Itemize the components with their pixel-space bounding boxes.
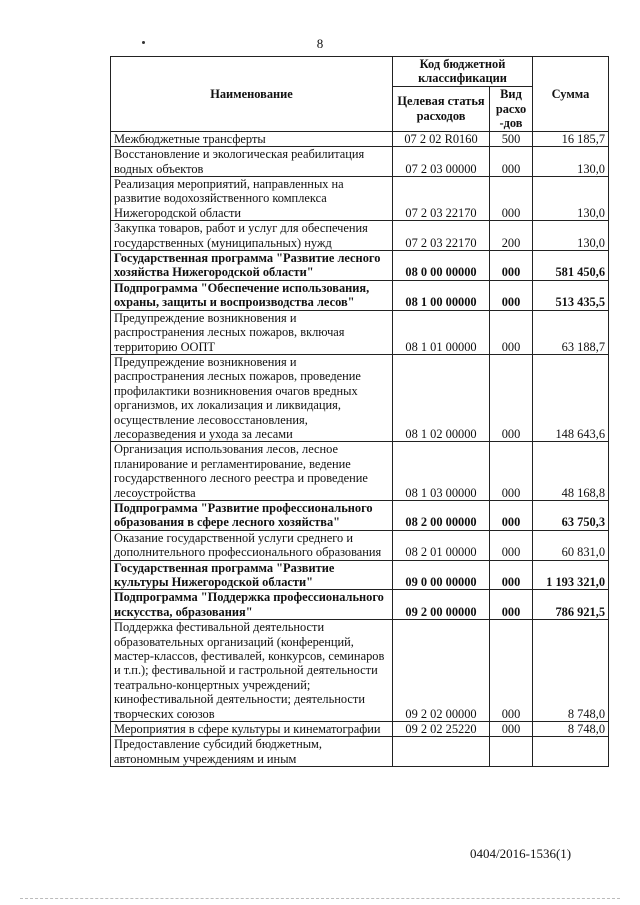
row-sum-cell: 130,0 — [533, 221, 609, 251]
row-type-cell: 000 — [490, 177, 533, 221]
row-type-cell: 000 — [490, 590, 533, 620]
row-code-cell: 08 1 03 00000 — [393, 442, 490, 501]
header-type: Вид расхо -дов — [490, 86, 533, 131]
table-row — [111, 722, 609, 737]
row-name-cell: Поддержка фестивальной деятельности образовательных организаций (конференций, мастер-классов, фестивалей, конкурсов, семинаров и т.п.); фестивальной и гастрольной деятельности театрально-концертных учреждений; кинофестивальной деятельности; деятельности творческих союзов — [111, 620, 393, 722]
page-number: 8 — [316, 36, 324, 51]
row-code-cell: 07 2 03 22170 — [393, 221, 490, 251]
row-name-cell: Предупреждение возникновения и распространения лесных пожаров, проведение профилактики возникновения очагов вредных организмов, их локализация и ликвидация, осуществление лесовосстановления, лесоразведения и ухода за лесами — [111, 354, 393, 441]
row-code-cell: 07 2 02 R0160 — [393, 131, 490, 146]
row-sum-cell: 130,0 — [533, 147, 609, 177]
row-code-cell: 08 1 01 00000 — [393, 310, 490, 354]
row-type-cell: 000 — [490, 310, 533, 354]
row-code-cell: 08 0 00 00000 — [393, 251, 490, 281]
row-type-cell: 500 — [490, 131, 533, 146]
row-name-cell: Подпрограмма "Обеспечение использования, охраны, защиты и воспроизводства лесов" — [111, 280, 393, 310]
row-sum-cell: 63 750,3 — [533, 500, 609, 530]
header-code-group: Код бюджетной классификации — [393, 57, 533, 87]
row-code-cell: 08 2 01 00000 — [393, 530, 490, 560]
row-name-cell: Подпрограмма "Развитие профессионального образования в сфере лесного хозяйства" — [111, 500, 393, 530]
scan-mark — [142, 41, 145, 44]
row-sum-cell: 63 188,7 — [533, 310, 609, 354]
row-sum-cell: 786 921,5 — [533, 590, 609, 620]
row-type-cell: 000 — [490, 354, 533, 441]
row-code-cell — [393, 737, 490, 767]
row-type-cell: 000 — [490, 620, 533, 722]
row-type-cell: 000 — [490, 251, 533, 281]
table-row — [111, 280, 609, 310]
row-code-cell: 07 2 03 22170 — [393, 177, 490, 221]
row-name-cell: Предоставление субсидий бюджетным, автономным учреждениям и иным — [111, 737, 393, 767]
row-code-cell: 09 2 02 25220 — [393, 722, 490, 737]
header-name: Наименование — [111, 57, 393, 132]
row-sum-cell: 1 193 321,0 — [533, 560, 609, 590]
header-target: Целевая статья расходов — [393, 86, 490, 131]
table-row — [111, 310, 609, 354]
row-name-cell: Предупреждение возникновения и распространения лесных пожаров, включая территорию ООПТ — [111, 310, 393, 354]
scan-edge-line — [20, 898, 620, 899]
row-name-cell: Организация использования лесов, лесное планирование и регламентирование, ведение государственного лесного реестра и проведение лесоустройства — [111, 442, 393, 501]
row-sum-cell: 581 450,6 — [533, 251, 609, 281]
row-code-cell: 09 2 02 00000 — [393, 620, 490, 722]
row-type-cell: 200 — [490, 221, 533, 251]
table-row — [111, 177, 609, 221]
row-sum-cell: 48 168,8 — [533, 442, 609, 501]
row-code-cell: 09 0 00 00000 — [393, 560, 490, 590]
row-code-cell: 07 2 03 00000 — [393, 147, 490, 177]
row-type-cell: 000 — [490, 560, 533, 590]
row-sum-cell: 16 185,7 — [533, 131, 609, 146]
table-row — [111, 590, 609, 620]
row-name-cell: Оказание государственной услуги среднего и дополнительного профессионального образования — [111, 530, 393, 560]
table-body — [111, 131, 609, 766]
table-row — [111, 221, 609, 251]
table-row — [111, 560, 609, 590]
row-name-cell: Подпрограмма "Поддержка профессионального искусства, образования" — [111, 590, 393, 620]
table-row — [111, 354, 609, 441]
row-sum-cell: 130,0 — [533, 177, 609, 221]
row-type-cell: 000 — [490, 530, 533, 560]
table-row — [111, 442, 609, 501]
table-row — [111, 147, 609, 177]
header-sum: Сумма — [533, 57, 609, 132]
row-code-cell: 08 2 00 00000 — [393, 500, 490, 530]
row-sum-cell: 8 748,0 — [533, 620, 609, 722]
row-sum-cell: 60 831,0 — [533, 530, 609, 560]
table-row — [111, 737, 609, 767]
row-sum-cell: 8 748,0 — [533, 722, 609, 737]
row-code-cell: 08 1 00 00000 — [393, 280, 490, 310]
row-name-cell: Государственная программа "Развитие культуры Нижегородской области" — [111, 560, 393, 590]
row-name-cell: Реализация мероприятий, направленных на развитие водохозяйственного комплекса Нижегородской области — [111, 177, 393, 221]
row-type-cell: 000 — [490, 147, 533, 177]
row-type-cell: 000 — [490, 442, 533, 501]
row-code-cell: 08 1 02 00000 — [393, 354, 490, 441]
row-type-cell: 000 — [490, 280, 533, 310]
row-name-cell: Государственная программа "Развитие лесного хозяйства Нижегородской области" — [111, 251, 393, 281]
row-type-cell: 000 — [490, 722, 533, 737]
row-sum-cell — [533, 737, 609, 767]
row-name-cell: Закупка товаров, работ и услуг для обеспечения государственных (муниципальных) нужд — [111, 221, 393, 251]
row-type-cell — [490, 737, 533, 767]
table-row — [111, 131, 609, 146]
row-sum-cell: 148 643,6 — [533, 354, 609, 441]
row-sum-cell: 513 435,5 — [533, 280, 609, 310]
row-type-cell: 000 — [490, 500, 533, 530]
table-row — [111, 251, 609, 281]
row-name-cell: Межбюджетные трансферты — [111, 131, 393, 146]
row-name-cell: Мероприятия в сфере культуры и кинематографии — [111, 722, 393, 737]
row-code-cell: 09 2 00 00000 — [393, 590, 490, 620]
table-row — [111, 620, 609, 722]
budget-table — [110, 56, 609, 767]
table-row — [111, 500, 609, 530]
header-row — [111, 57, 609, 87]
document-number: 0404/2016-1536(1) — [470, 846, 572, 861]
row-name-cell: Восстановление и экологическая реабилитация водных объектов — [111, 147, 393, 177]
table-row — [111, 530, 609, 560]
